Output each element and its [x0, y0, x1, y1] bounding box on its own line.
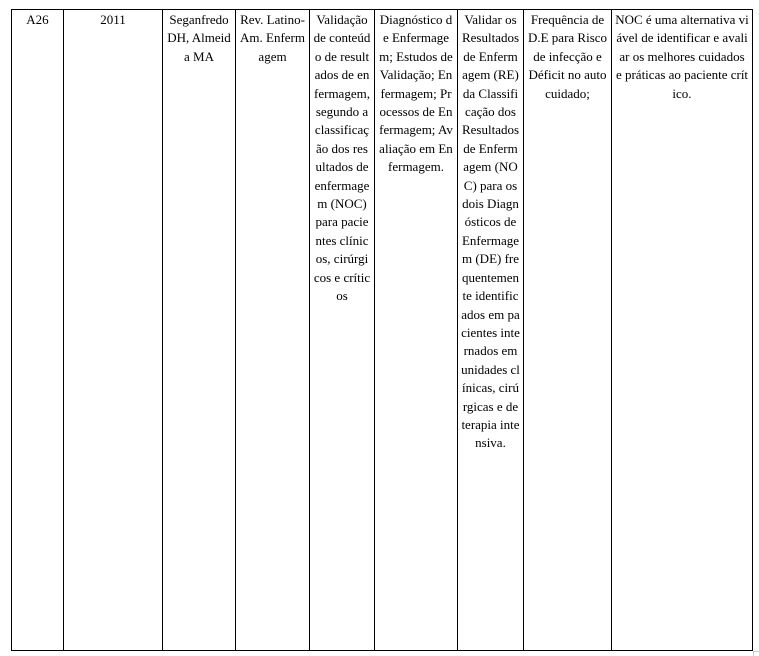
journal-cell: Rev. Latino-Am. Enfermagem — [236, 10, 310, 651]
literature-review-table — [11, 9, 753, 651]
descriptors-cell: Diagnóstico de Enfermagem; Estudos de Validação; Enfermagem; Processos de Enfermagem; Avaliação em Enfermagem. — [375, 10, 458, 651]
frequency-cell: Frequência de D.E para Risco de infecção e Déficit no autocuidado; — [524, 10, 612, 651]
conclusion-cell: NOC é uma alternativa viável de identificar e avaliar os melhores cuidados e práticas ao paciente crítico. — [612, 10, 753, 651]
table-row — [12, 10, 753, 651]
year-cell: 2011 — [64, 10, 163, 651]
results-cell: Validar os Resultados de Enfermagem (RE) da Classificação dos Resultados de Enfermagem (NOC) para os dois Diagnósticos de Enfermagem (DE) frequentemente identificados em pacientes internados em unidades clínicas, cirúrgicas e de terapia intensiva. — [458, 10, 524, 651]
page-corner-mark — [753, 651, 759, 656]
objective-cell: Validação de conteúdo de resultados de enfermagem, segundo a classificação dos resultados de enfermagem (NOC) para pacientes clínicos, cirúrgicos e críticos — [310, 10, 375, 651]
study-id-cell: A26 — [12, 10, 64, 651]
authors-cell: Seganfredo DH, Almeida MA — [163, 10, 236, 651]
